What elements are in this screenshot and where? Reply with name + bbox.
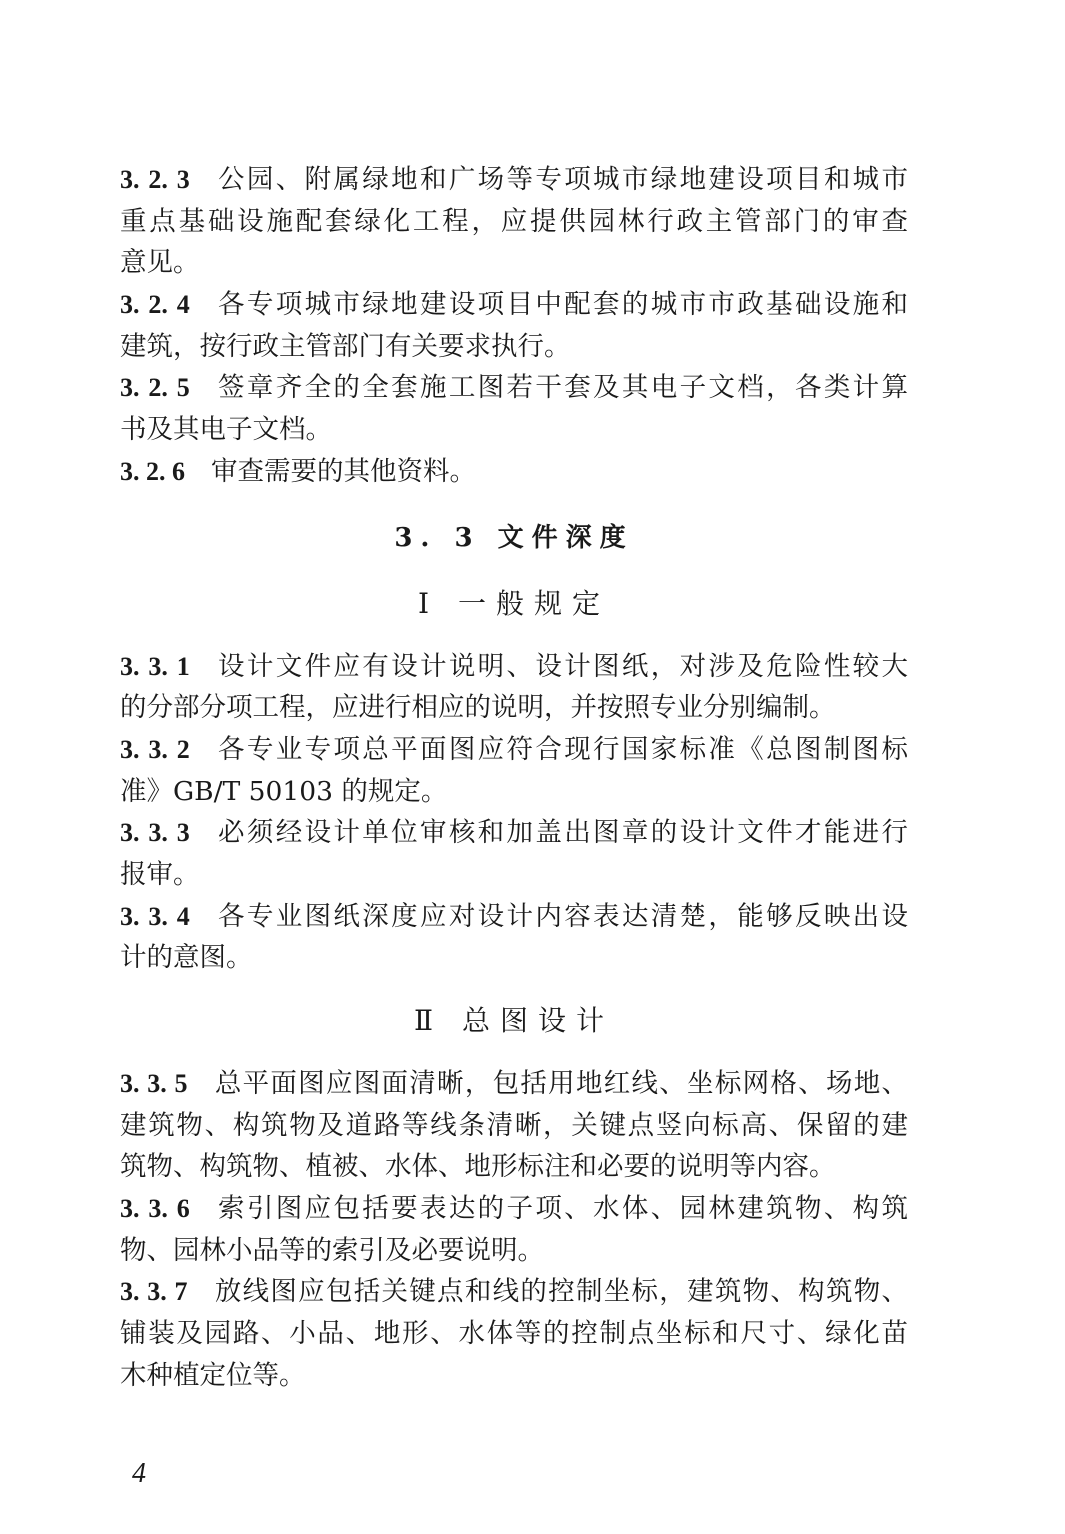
subsection-heading: Ⅱ 总图设计 [414,1004,614,1037]
clause-line [120,729,908,771]
clause-line [120,1313,908,1355]
clause-line [120,242,908,284]
clause-line [120,284,908,326]
clause-text: 书及其电子文档。 [120,414,332,446]
clause-text: 木种植定位等。 [120,1359,306,1391]
clause-line [120,937,908,979]
clause-number: 3. 2. 5 [120,373,190,403]
clause [120,1188,908,1271]
clause-line [120,1355,908,1397]
clause-line [120,159,908,201]
clause-line [120,812,908,854]
clause-text: 重点基础设施配套绿化工程，应提供园林行政主管部门的审查 [120,205,908,237]
clause-line [120,646,908,688]
clause-text: 索引图应包括要表达的子项、水体、园林建筑物、构筑 [215,1193,908,1225]
clause-line [120,451,908,493]
clause-text: 各专业图纸深度应对设计内容表达清楚，能够反映出设 [215,900,908,932]
clause-text: 筑物、构筑物、植被、水体、地形标注和必要的说明等内容。 [120,1151,836,1183]
clause [120,812,908,895]
clause-number: 3. 2. 3 [120,165,190,194]
clause [120,159,908,284]
clause [120,367,908,450]
clause-number: 3. 3. 1 [120,651,190,681]
clause-line [120,326,908,368]
clause-number: 3. 3. 7 [120,1277,188,1307]
clause [120,284,908,367]
clause-line [120,771,908,813]
clause-number: 3. 2. 4 [120,290,190,320]
clause-text: 准》GB/T 50103 的规定。 [120,775,448,807]
clause-line [120,1105,908,1147]
clause-line [120,367,908,409]
clause-number: 3. 3. 6 [120,1194,190,1224]
clause [120,646,908,729]
clause-number: 3. 3. 4 [120,901,190,931]
clause-line [120,854,908,896]
clause-line [120,1188,908,1230]
clause-text: 建筑，按行政主管部门有关要求执行。 [120,330,571,362]
page-number: 4 [132,1458,146,1489]
section-heading: 3. 3 文件深度 [394,522,634,553]
clause-text: 物、园林小品等的索引及必要说明。 [120,1234,544,1266]
clause-text: 公园、附属绿地和广场等专项城市绿地建设项目和城市 [215,164,908,195]
clause-text: 计的意图。 [120,942,253,974]
clause-line [120,1271,908,1313]
clause [120,729,908,812]
clause-text: 总平面图应图面清晰，包括用地红线、坐标网格、场地、 [213,1068,908,1099]
clause-number: 3. 2. 6 [120,456,185,486]
subsection-heading: Ⅰ 一般规定 [418,586,610,620]
document-body [120,159,908,1397]
clause-line [120,687,908,729]
clause-text: 建筑物、构筑物及道路等线条清晰，关键点竖向标高、保留的建 [120,1109,908,1141]
clause-line [120,1230,908,1272]
clause-text: 铺装及园路、小品、地形、水体等的控制点坐标和尺寸、绿化苗 [120,1318,908,1350]
clause-number: 3. 3. 5 [120,1069,188,1098]
clause-number: 3. 3. 2 [120,734,190,764]
clause-line [120,201,908,243]
clause-line [120,896,908,938]
clause [120,1271,908,1396]
clause-text: 签章齐全的全套施工图若干套及其电子文档，各类计算 [215,372,908,404]
clause-text: 设计文件应有设计说明、设计图纸，对涉及危险性较大 [215,650,908,682]
clause-text: 各专项城市绿地建设项目中配套的城市市政基础设施和 [215,289,908,321]
clause-text: 必须经设计单位审核和加盖出图章的设计文件才能进行 [215,817,908,849]
clause-line [120,409,908,451]
clause-line [120,1063,908,1105]
clause-text: 审查需要的其他资料。 [211,455,476,487]
clause [120,896,908,979]
clause-text: 放线图应包括关键点和线的控制坐标，建筑物、构筑物、 [213,1276,908,1308]
clause [120,451,908,493]
clause-text: 报审。 [120,858,200,890]
clause [120,1063,908,1188]
clause-number: 3. 3. 3 [120,818,190,848]
clause-text: 各专业专项总平面图应符合现行国家标准《总图制图标 [215,733,908,765]
clause-text: 的分部分项工程，应进行相应的说明，并按照专业分别编制。 [120,692,836,724]
clause-text: 意见。 [120,247,200,279]
clause-line [120,1146,908,1188]
